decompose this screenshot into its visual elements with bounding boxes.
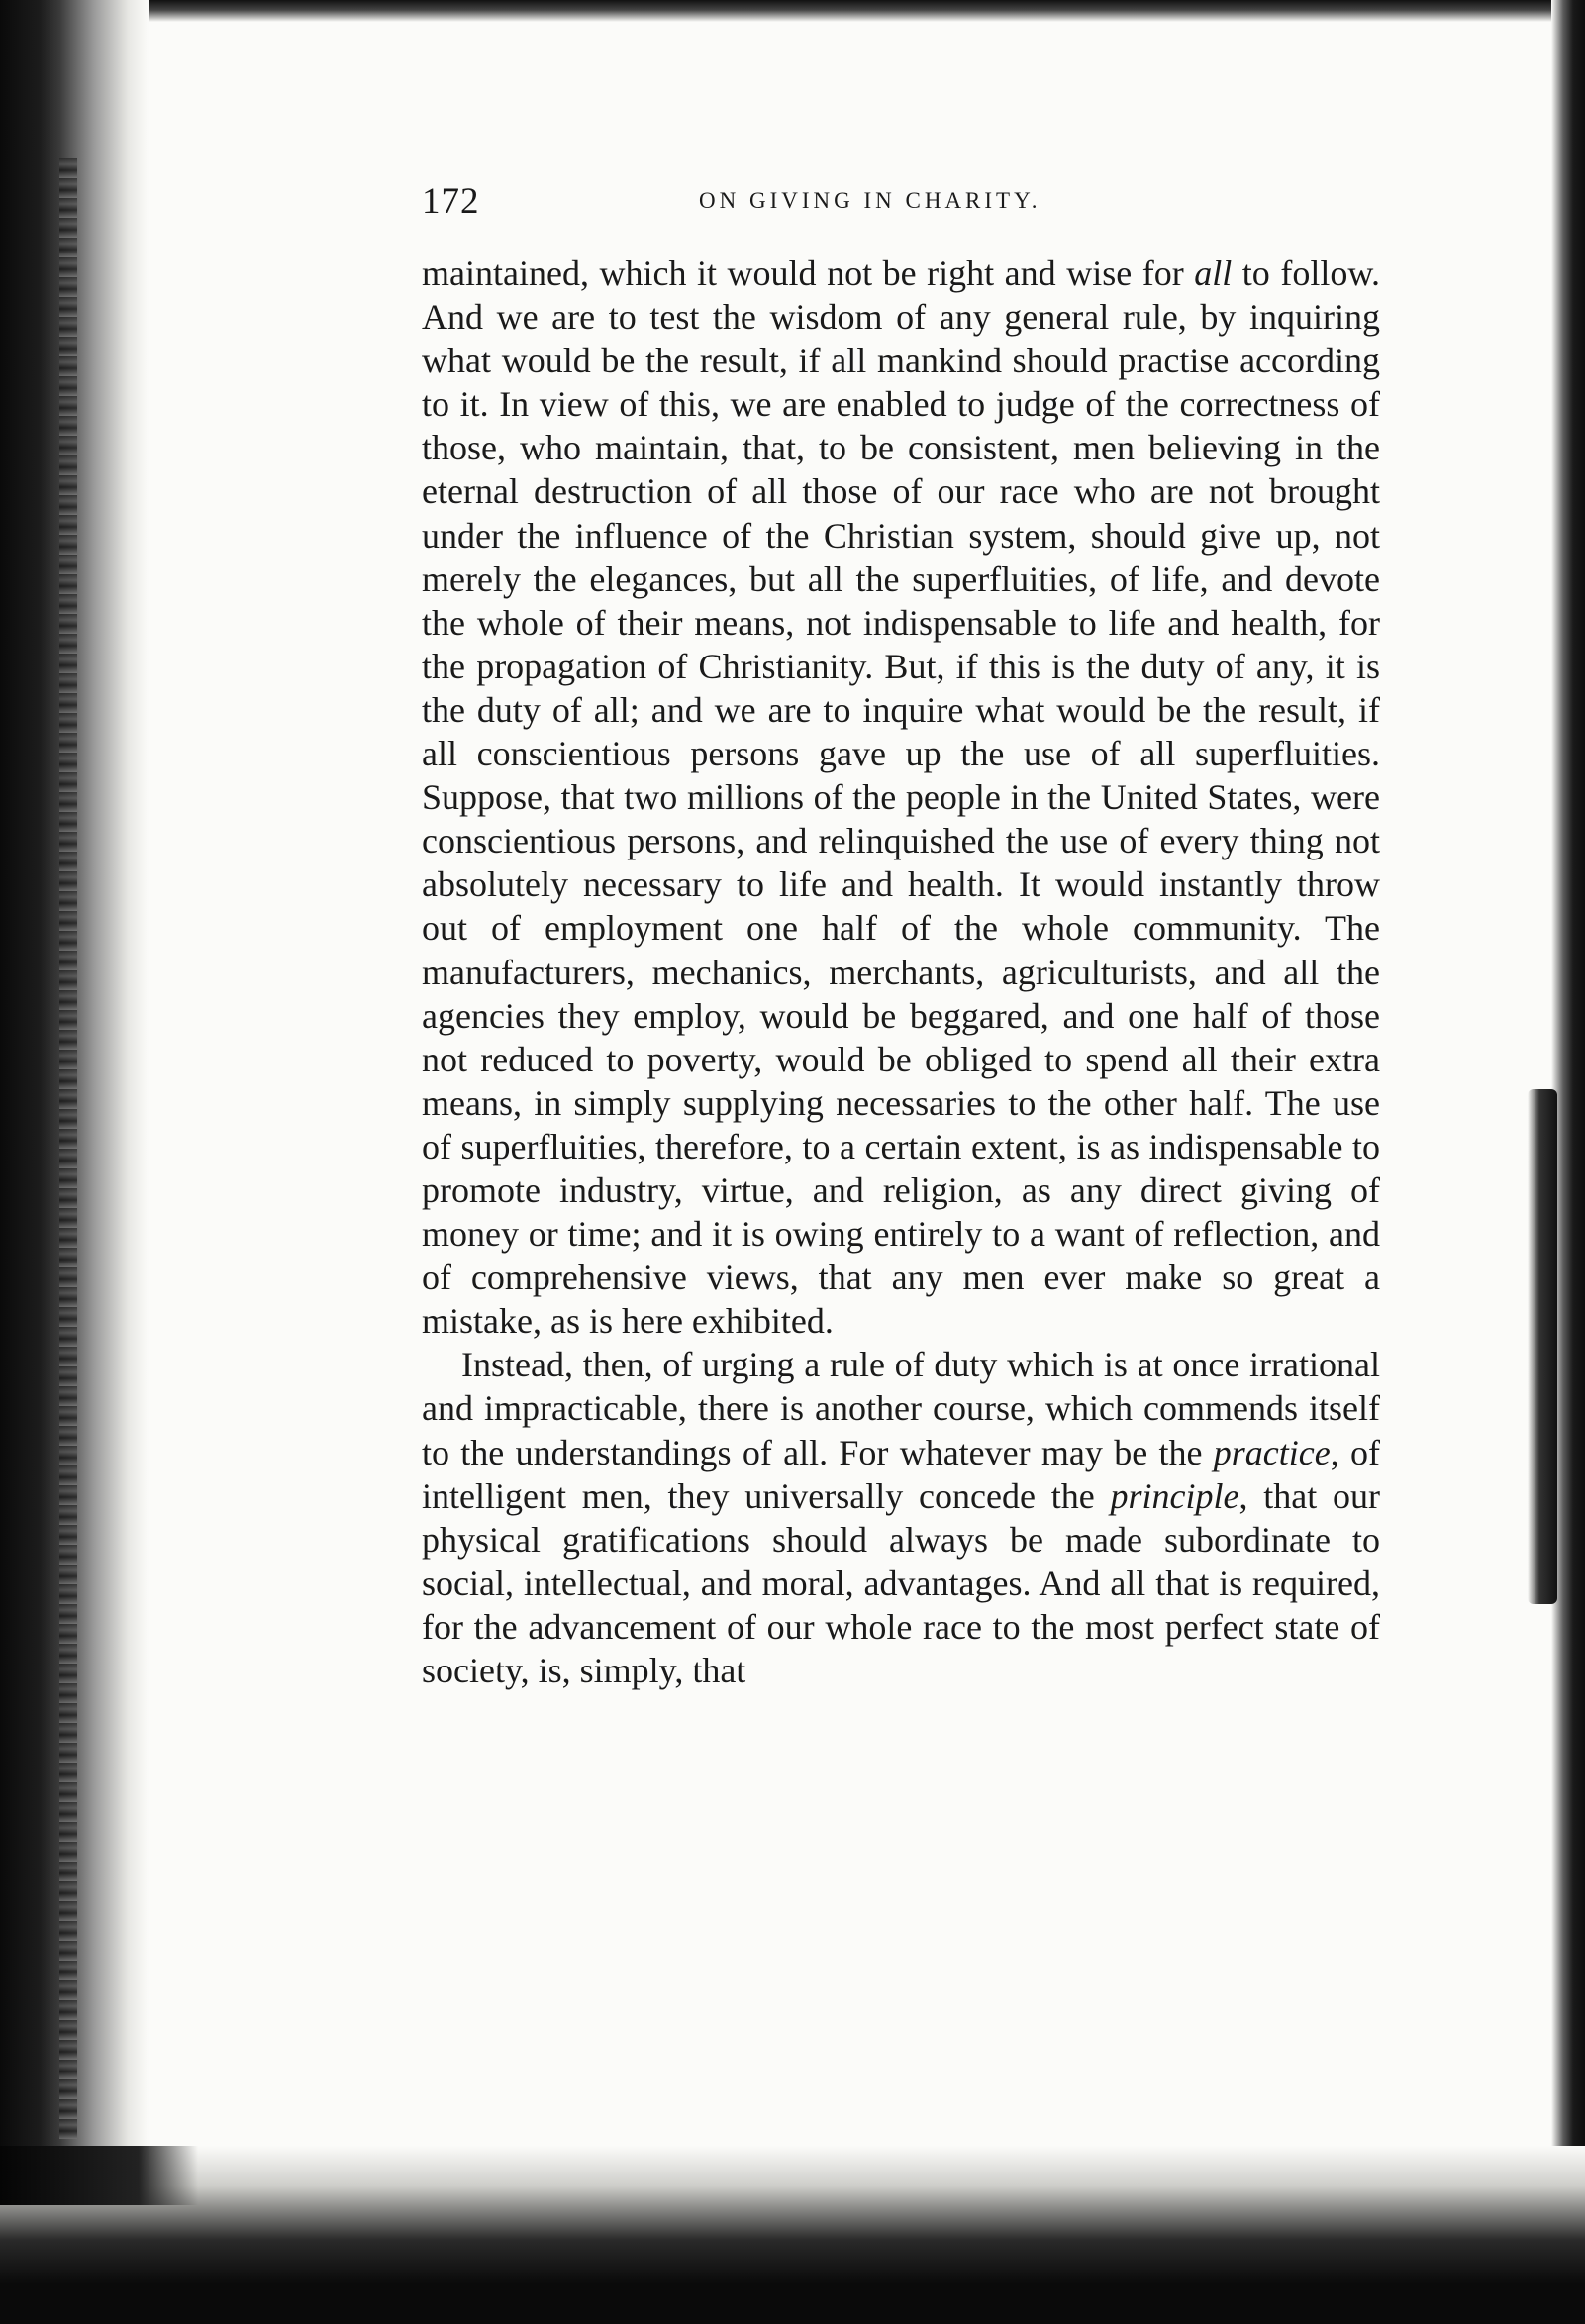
paragraph-2 (422, 1343, 1380, 1692)
paragraph-1-italic: all (1194, 253, 1233, 293)
right-edge-shadow (1528, 1089, 1557, 1604)
page-bottom-edge (0, 2146, 1585, 2324)
paragraph-2-italic-principle: principle (1110, 1475, 1239, 1516)
page-number: 172 (422, 181, 480, 222)
text-block (422, 180, 1380, 1692)
paragraph-2-text-b: , of intelligent men, they universally concede the (422, 1432, 1380, 1516)
running-head (422, 180, 1380, 230)
bottom-left-shadow (0, 2146, 198, 2205)
paragraph-2-text-a: Instead, then, of urging a rule of duty which is at once irrational and impracticable, there is another course, which commends itself to the understandings of all. For whatever may be the (422, 1345, 1380, 1472)
running-title: ON GIVING IN CHARITY. (699, 188, 1041, 213)
paragraph-1 (422, 252, 1380, 1343)
paragraph-2-text-c: , that our physical gratifications should always be made subordinate to social, intellectual, and moral, advantages. And all that is required, for the advancement of our whole race to the most perfect state of society, is, simply, that (422, 1475, 1380, 1690)
page-top-edge (0, 0, 1585, 22)
paragraph-2-italic-practice: practice (1213, 1432, 1331, 1472)
paragraph-1-text-a: maintained, which it would not be right and wise for (422, 253, 1195, 293)
paragraph-1-text-b: to follow. And we are to test the wisdom of any general rule, by inquiring what would be the result, if all mankind should practise according to it. In view of this, we are enabled to judge of the correctness of those, who maintain, that, to be consistent, men believing in the eternal destruction of all those of our race who are not brought under the influence of the Christian system, should give up, not merely the elegances, but all the superfluities, of life, and devote the whole of their means, not indispensable to life and health, for the propagation of Christianity. But, if this is the duty of any, it is the duty of all; and we are to inquire what would be the result, if all conscientious persons gave up the use of all superfluities. Suppose, that two millions of the people in the United States, were conscientious persons, and relinquished the use of every thing not absolutely necessary to life and health. It would instantly throw out of employment one half of the whole community. The manufacturers, mechanics, merchants, agriculturists, and all the agencies they employ, would be beggared, and one half of those not reduced to poverty, would be obliged to spend all their extra means, in simply supplying necessaries to the other half. The use of superfluities, therefore, to a certain extent, is as indispensable to promote industry, virtue, and religion, as any direct giving of money or time; and it is owing entirely to a want of reflection, and of comprehensive views, that any men ever make so great a mistake, as is here exhibited. (422, 253, 1381, 1342)
binding-shadow (59, 158, 77, 2139)
